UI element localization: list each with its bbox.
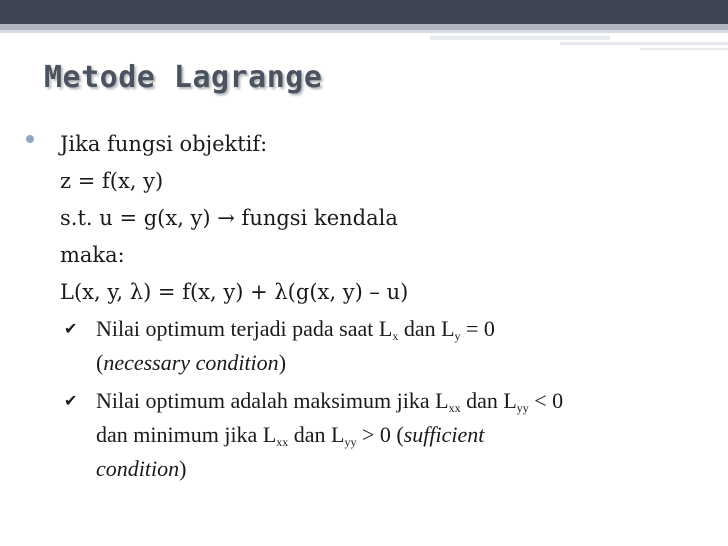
italic-text: condition	[96, 456, 180, 481]
italic-text: sufficient	[403, 422, 485, 447]
check-item-2-line-2	[96, 422, 484, 448]
body-line: maka:	[60, 243, 125, 267]
text: Nilai optimum terjadi pada saat L	[96, 316, 393, 341]
checkmark-icon: ✔	[64, 319, 78, 338]
subscript: y	[454, 329, 461, 343]
text: Nilai optimum adalah maksimum jika L	[96, 388, 449, 413]
check-item-1-line-1	[96, 316, 495, 342]
decor-stripe	[560, 42, 728, 45]
checkmark-icon: ✔	[64, 391, 78, 410]
text: < 0	[528, 388, 564, 413]
text: = 0	[460, 316, 495, 341]
decor-stripe	[430, 36, 610, 40]
text: dan L	[398, 316, 455, 341]
subscript: xx	[448, 401, 461, 415]
check-item-2-line-1	[96, 388, 563, 414]
italic-text: necessary condition	[103, 350, 279, 375]
bullet-dot-icon	[26, 135, 34, 143]
slide-title: Metode Lagrange	[44, 60, 323, 95]
decor-stripe	[640, 48, 728, 50]
body-line: s.t. u = g(x, y) → fungsi kendala	[60, 206, 398, 230]
check-item-2-line-3	[96, 456, 186, 482]
text: )	[278, 350, 287, 375]
text: dan L	[288, 422, 345, 447]
header-rule-light	[0, 30, 728, 33]
subscript: xx	[276, 435, 289, 449]
body-line: Jika fungsi objektif:	[60, 132, 268, 156]
header-bar	[0, 0, 728, 24]
text: dan L	[460, 388, 517, 413]
lagrange-equation: L(x, y, λ) = f(x, y) + λ(g(x, y) – u)	[60, 280, 409, 304]
body-line: z = f(x, y)	[60, 169, 164, 193]
check-item-1-line-2	[96, 350, 286, 376]
text: dan minimum jika L	[96, 422, 277, 447]
subscript: yy	[344, 435, 357, 449]
subscript: yy	[516, 401, 529, 415]
text: (	[96, 350, 104, 375]
subscript: x	[392, 329, 399, 343]
text: )	[179, 456, 187, 481]
text: > 0 (	[356, 422, 404, 447]
